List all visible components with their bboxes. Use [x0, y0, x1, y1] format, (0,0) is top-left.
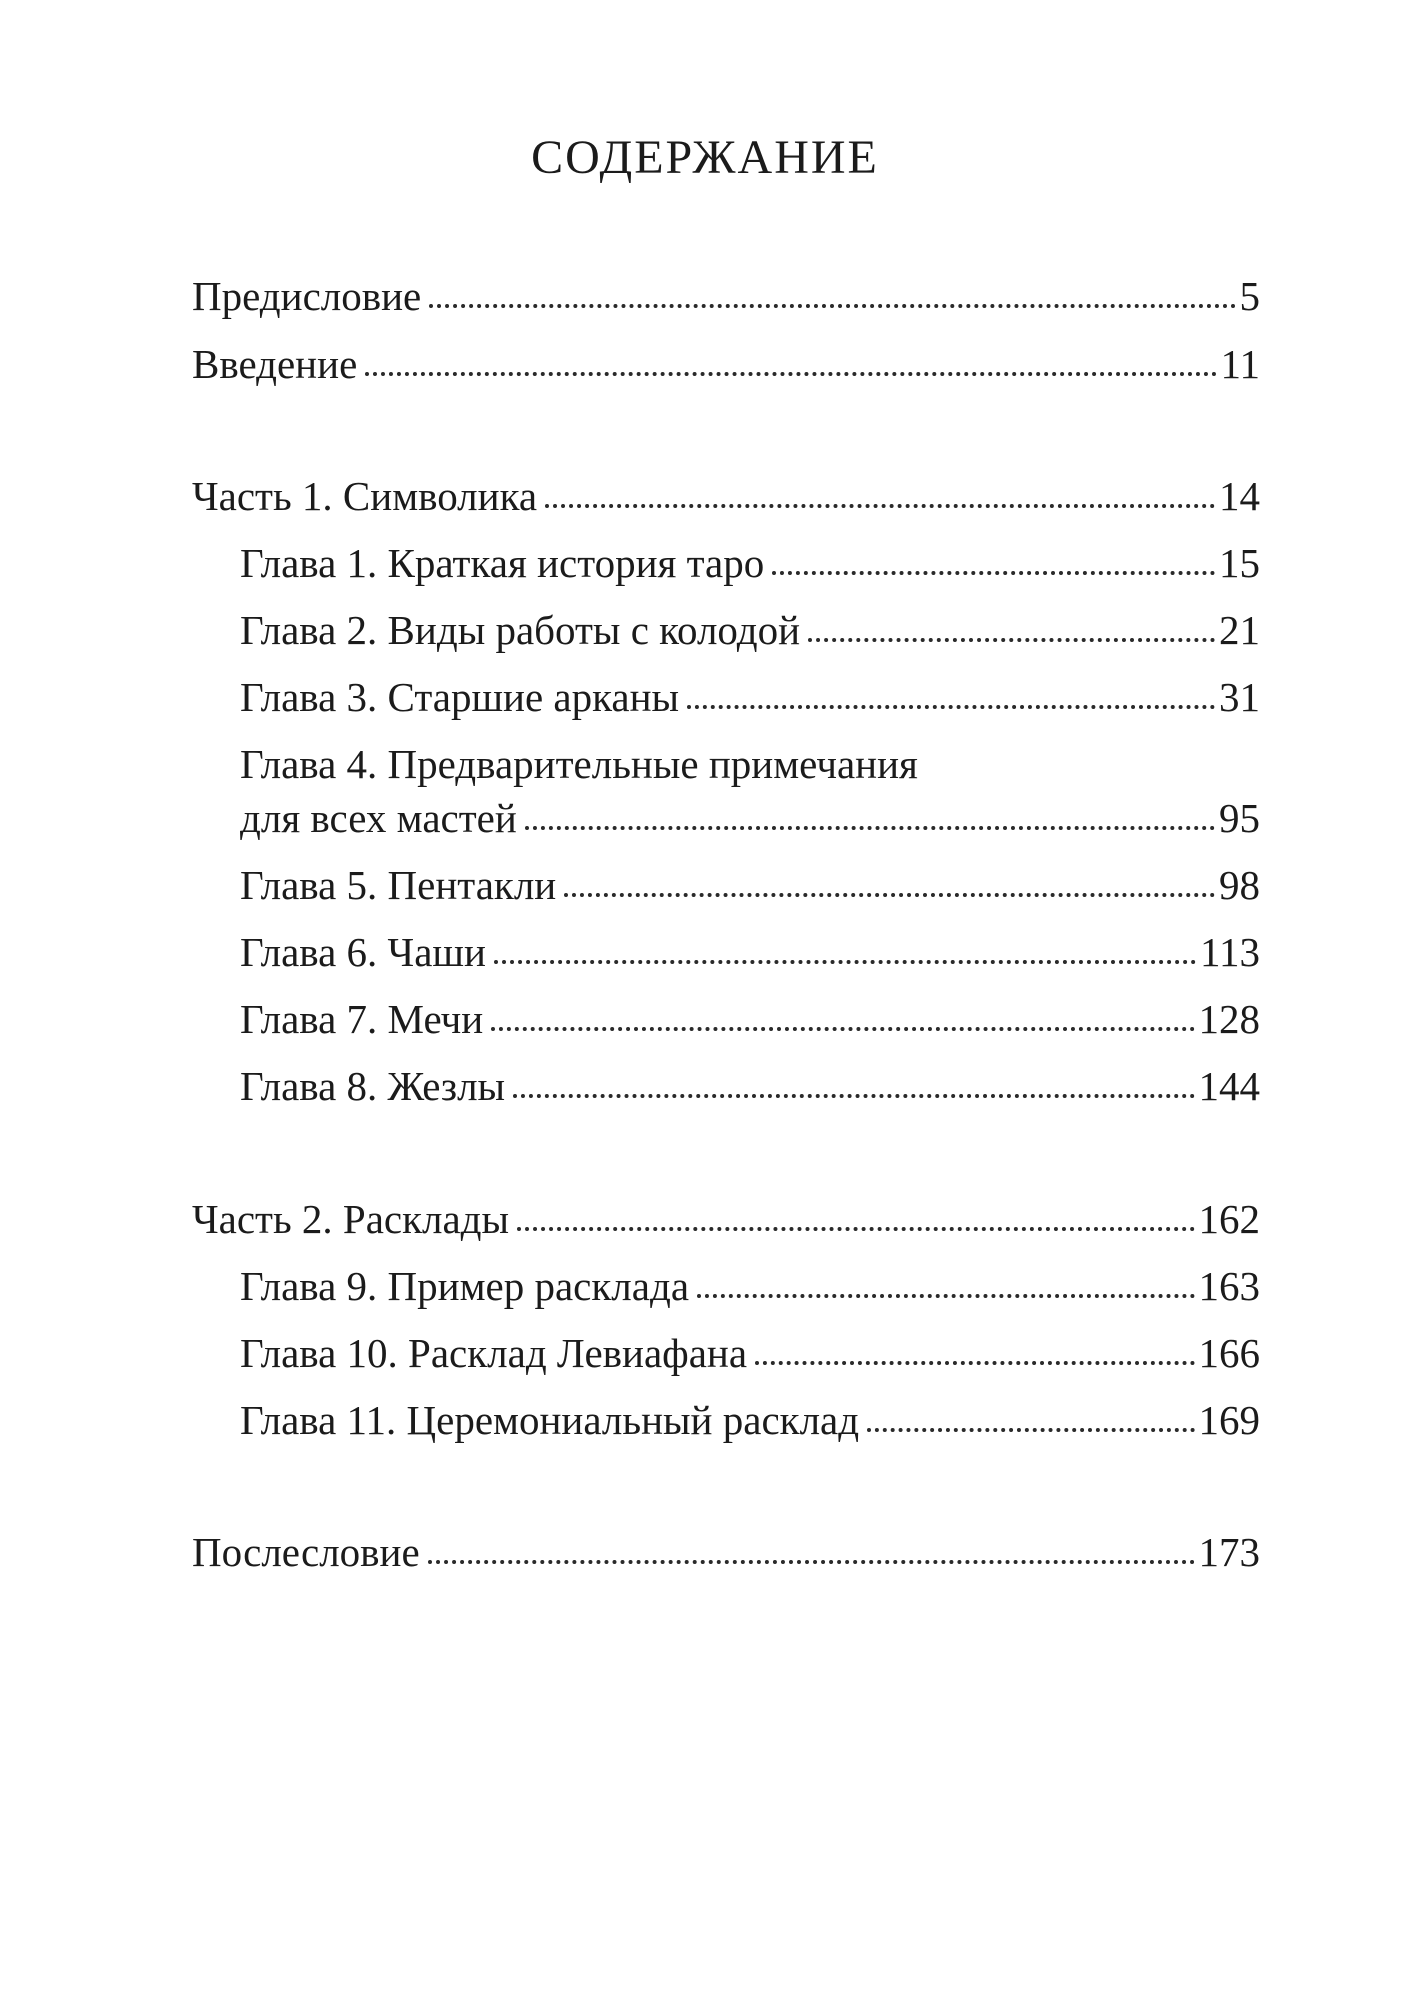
- entry-label: Предисловие: [192, 273, 422, 319]
- dot-leader: [687, 705, 1215, 709]
- entry-label: Глава 8. Жезлы: [240, 1063, 506, 1109]
- entry-page-number: 95: [1219, 795, 1260, 841]
- toc-entry-part-1[interactable]: [192, 470, 1260, 522]
- dot-leader: [517, 1227, 1194, 1231]
- entry-page-number: 166: [1198, 1330, 1260, 1376]
- entry-page-number: 21: [1219, 607, 1260, 653]
- entry-label: Глава 6. Чаши: [240, 929, 486, 975]
- toc-entry-chapter-10[interactable]: [240, 1327, 1260, 1379]
- dot-leader: [525, 826, 1215, 830]
- entry-label: Часть 2. Расклады: [192, 1196, 510, 1242]
- dot-leader: [697, 1294, 1194, 1298]
- entry-label: Глава 7. Мечи: [240, 996, 484, 1042]
- toc-entry-intro[interactable]: [192, 338, 1260, 390]
- entry-label: Послесловие: [192, 1529, 420, 1575]
- toc-entry-chapter-6[interactable]: [240, 926, 1260, 978]
- entry-page-number: 31: [1219, 674, 1260, 720]
- entry-label: Часть 1. Символика: [192, 473, 538, 519]
- entry-label: Глава 1. Краткая история таро: [240, 540, 765, 586]
- dot-leader: [867, 1428, 1194, 1432]
- toc-entry-chapter-5[interactable]: [240, 859, 1260, 911]
- dot-leader: [491, 1027, 1194, 1031]
- dot-leader: [564, 893, 1215, 897]
- toc-entry-chapter-3[interactable]: [240, 671, 1260, 723]
- entry-label: Глава 11. Церемониальный расклад: [240, 1397, 860, 1443]
- entry-page-number: 173: [1198, 1529, 1260, 1575]
- entry-label: Глава 10. Расклад Левиафана: [240, 1330, 748, 1376]
- entry-page-number: 15: [1219, 540, 1260, 586]
- entry-label: Глава 5. Пентакли: [240, 862, 557, 908]
- entry-page-number: 169: [1198, 1397, 1260, 1443]
- dot-leader: [494, 960, 1196, 964]
- entry-page-number: 113: [1200, 929, 1260, 975]
- dot-leader: [772, 571, 1215, 575]
- toc-entry-chapter-1[interactable]: [240, 537, 1260, 589]
- entry-page-number: 98: [1219, 862, 1260, 908]
- dot-leader: [429, 304, 1235, 308]
- entry-label: Глава 3. Старшие арканы: [240, 674, 680, 720]
- entry-page-number: 162: [1198, 1196, 1260, 1242]
- entry-page-number: 128: [1198, 996, 1260, 1042]
- toc-entry-chapter-7[interactable]: [240, 993, 1260, 1045]
- dot-leader: [545, 504, 1215, 508]
- entry-page-number: 5: [1239, 273, 1260, 319]
- toc-entry-part-2[interactable]: [192, 1193, 1260, 1245]
- dot-leader: [365, 372, 1216, 376]
- entry-label: для всех мастей: [240, 795, 517, 841]
- toc-entry-chapter-4[interactable]: [240, 792, 1260, 844]
- toc-entry-afterword[interactable]: [192, 1526, 1260, 1578]
- toc-entry-chapter-11[interactable]: [240, 1394, 1260, 1446]
- toc-entry-chapter-8[interactable]: [240, 1060, 1260, 1112]
- entry-page-number: 14: [1219, 473, 1260, 519]
- entry-label: Глава 9. Пример расклада: [240, 1263, 690, 1309]
- toc-entry-chapter-2[interactable]: [240, 604, 1260, 656]
- toc-entry-chapter-9[interactable]: [240, 1260, 1260, 1312]
- entry-label: Введение: [192, 341, 358, 387]
- table-of-contents: [192, 0, 1260, 2000]
- dot-leader: [808, 638, 1215, 642]
- page-title: СОДЕРЖАНИЕ: [531, 131, 879, 184]
- dot-leader: [428, 1560, 1195, 1564]
- toc-entry-preface[interactable]: [192, 270, 1260, 322]
- entry-label: Глава 2. Виды работы с колодой: [240, 607, 801, 653]
- dot-leader: [513, 1094, 1194, 1098]
- entry-page-number: 11: [1220, 341, 1260, 387]
- entry-page-number: 163: [1198, 1263, 1260, 1309]
- dot-leader: [755, 1361, 1194, 1365]
- entry-page-number: 144: [1198, 1063, 1260, 1109]
- toc-entry-chapter-4-line1[interactable]: Глава 4. Предварительные примечания: [240, 741, 918, 787]
